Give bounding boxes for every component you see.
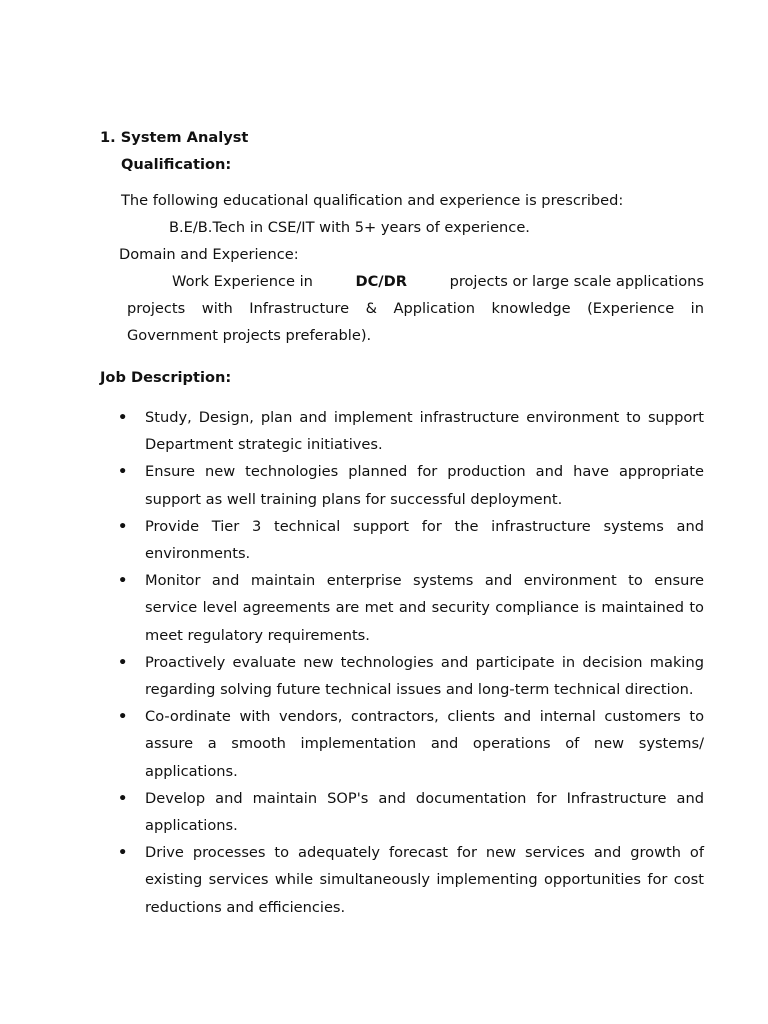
- domain-text-line-2: projects with Infrastructure & Application knowledge (Experience in: [127, 300, 704, 317]
- list-item: [118, 649, 704, 703]
- bullet-icon: •: [118, 463, 128, 481]
- list-item-text: Monitor and maintain enterprise systems and environment to ensure service level agreements are met and security compliance is maintained to meet regulatory requirements.: [145, 572, 704, 644]
- list-item: [118, 703, 704, 785]
- domain-line1-suffix: projects or large scale applications: [449, 273, 704, 290]
- list-item: [118, 785, 704, 839]
- list-item: [118, 839, 704, 921]
- list-item-text: Provide Tier 3 technical support for the infrastructure systems and environments.: [145, 517, 704, 563]
- domain-line1-prefix: Work Experience in: [172, 273, 313, 290]
- list-item: [118, 513, 704, 567]
- job-description-list: [118, 404, 704, 921]
- list-item-text: Proactively evaluate new technologies and participate in decision making regarding solving future technical issues and long-term technical direction.: [145, 653, 704, 699]
- job-description-label: Job Description:: [100, 369, 232, 386]
- bullet-icon: •: [118, 708, 128, 726]
- bullet-icon: •: [118, 653, 128, 671]
- bullet-icon: •: [118, 517, 128, 535]
- qualification-degree: B.E/B.Tech in CSE/IT with 5+ years of experience.: [169, 219, 530, 236]
- bullet-icon: •: [118, 789, 128, 807]
- domain-text-line-1: [172, 273, 704, 291]
- section-heading: [100, 129, 248, 147]
- bullet-icon: •: [118, 409, 128, 426]
- section-title: System Analyst: [120, 129, 249, 146]
- list-item: [118, 458, 704, 512]
- bullet-icon: •: [118, 844, 128, 862]
- list-item: [118, 567, 704, 649]
- qualification-label: Qualification:: [121, 156, 232, 173]
- domain-text-line-3: Government projects preferable).: [127, 327, 372, 344]
- bullet-icon: •: [118, 572, 128, 590]
- list-item: [118, 404, 704, 458]
- list-item-text: Develop and maintain SOP's and documentation for Infrastructure and applications.: [145, 789, 704, 835]
- domain-line1-bold: DC/DR: [355, 273, 407, 290]
- list-item-text: Ensure new technologies planned for production and have appropriate support as well training plans for successful deployment.: [145, 463, 704, 508]
- list-item-text: Drive processes to adequately forecast for new services and growth of existing services while simultaneously implementing opportunities for cost reductions and efficiencies.: [145, 844, 704, 916]
- list-item-text: Co-ordinate with vendors, contractors, clients and internal customers to assure a smooth implementation and operations of new systems/ applications.: [145, 708, 704, 780]
- list-item-text: Study, Design, plan and implement infrastructure environment to support Department strategic initiatives.: [145, 409, 704, 454]
- qualification-intro: The following educational qualification and experience is prescribed:: [121, 192, 624, 209]
- domain-label: Domain and Experience:: [119, 246, 299, 263]
- section-number: 1.: [100, 129, 116, 146]
